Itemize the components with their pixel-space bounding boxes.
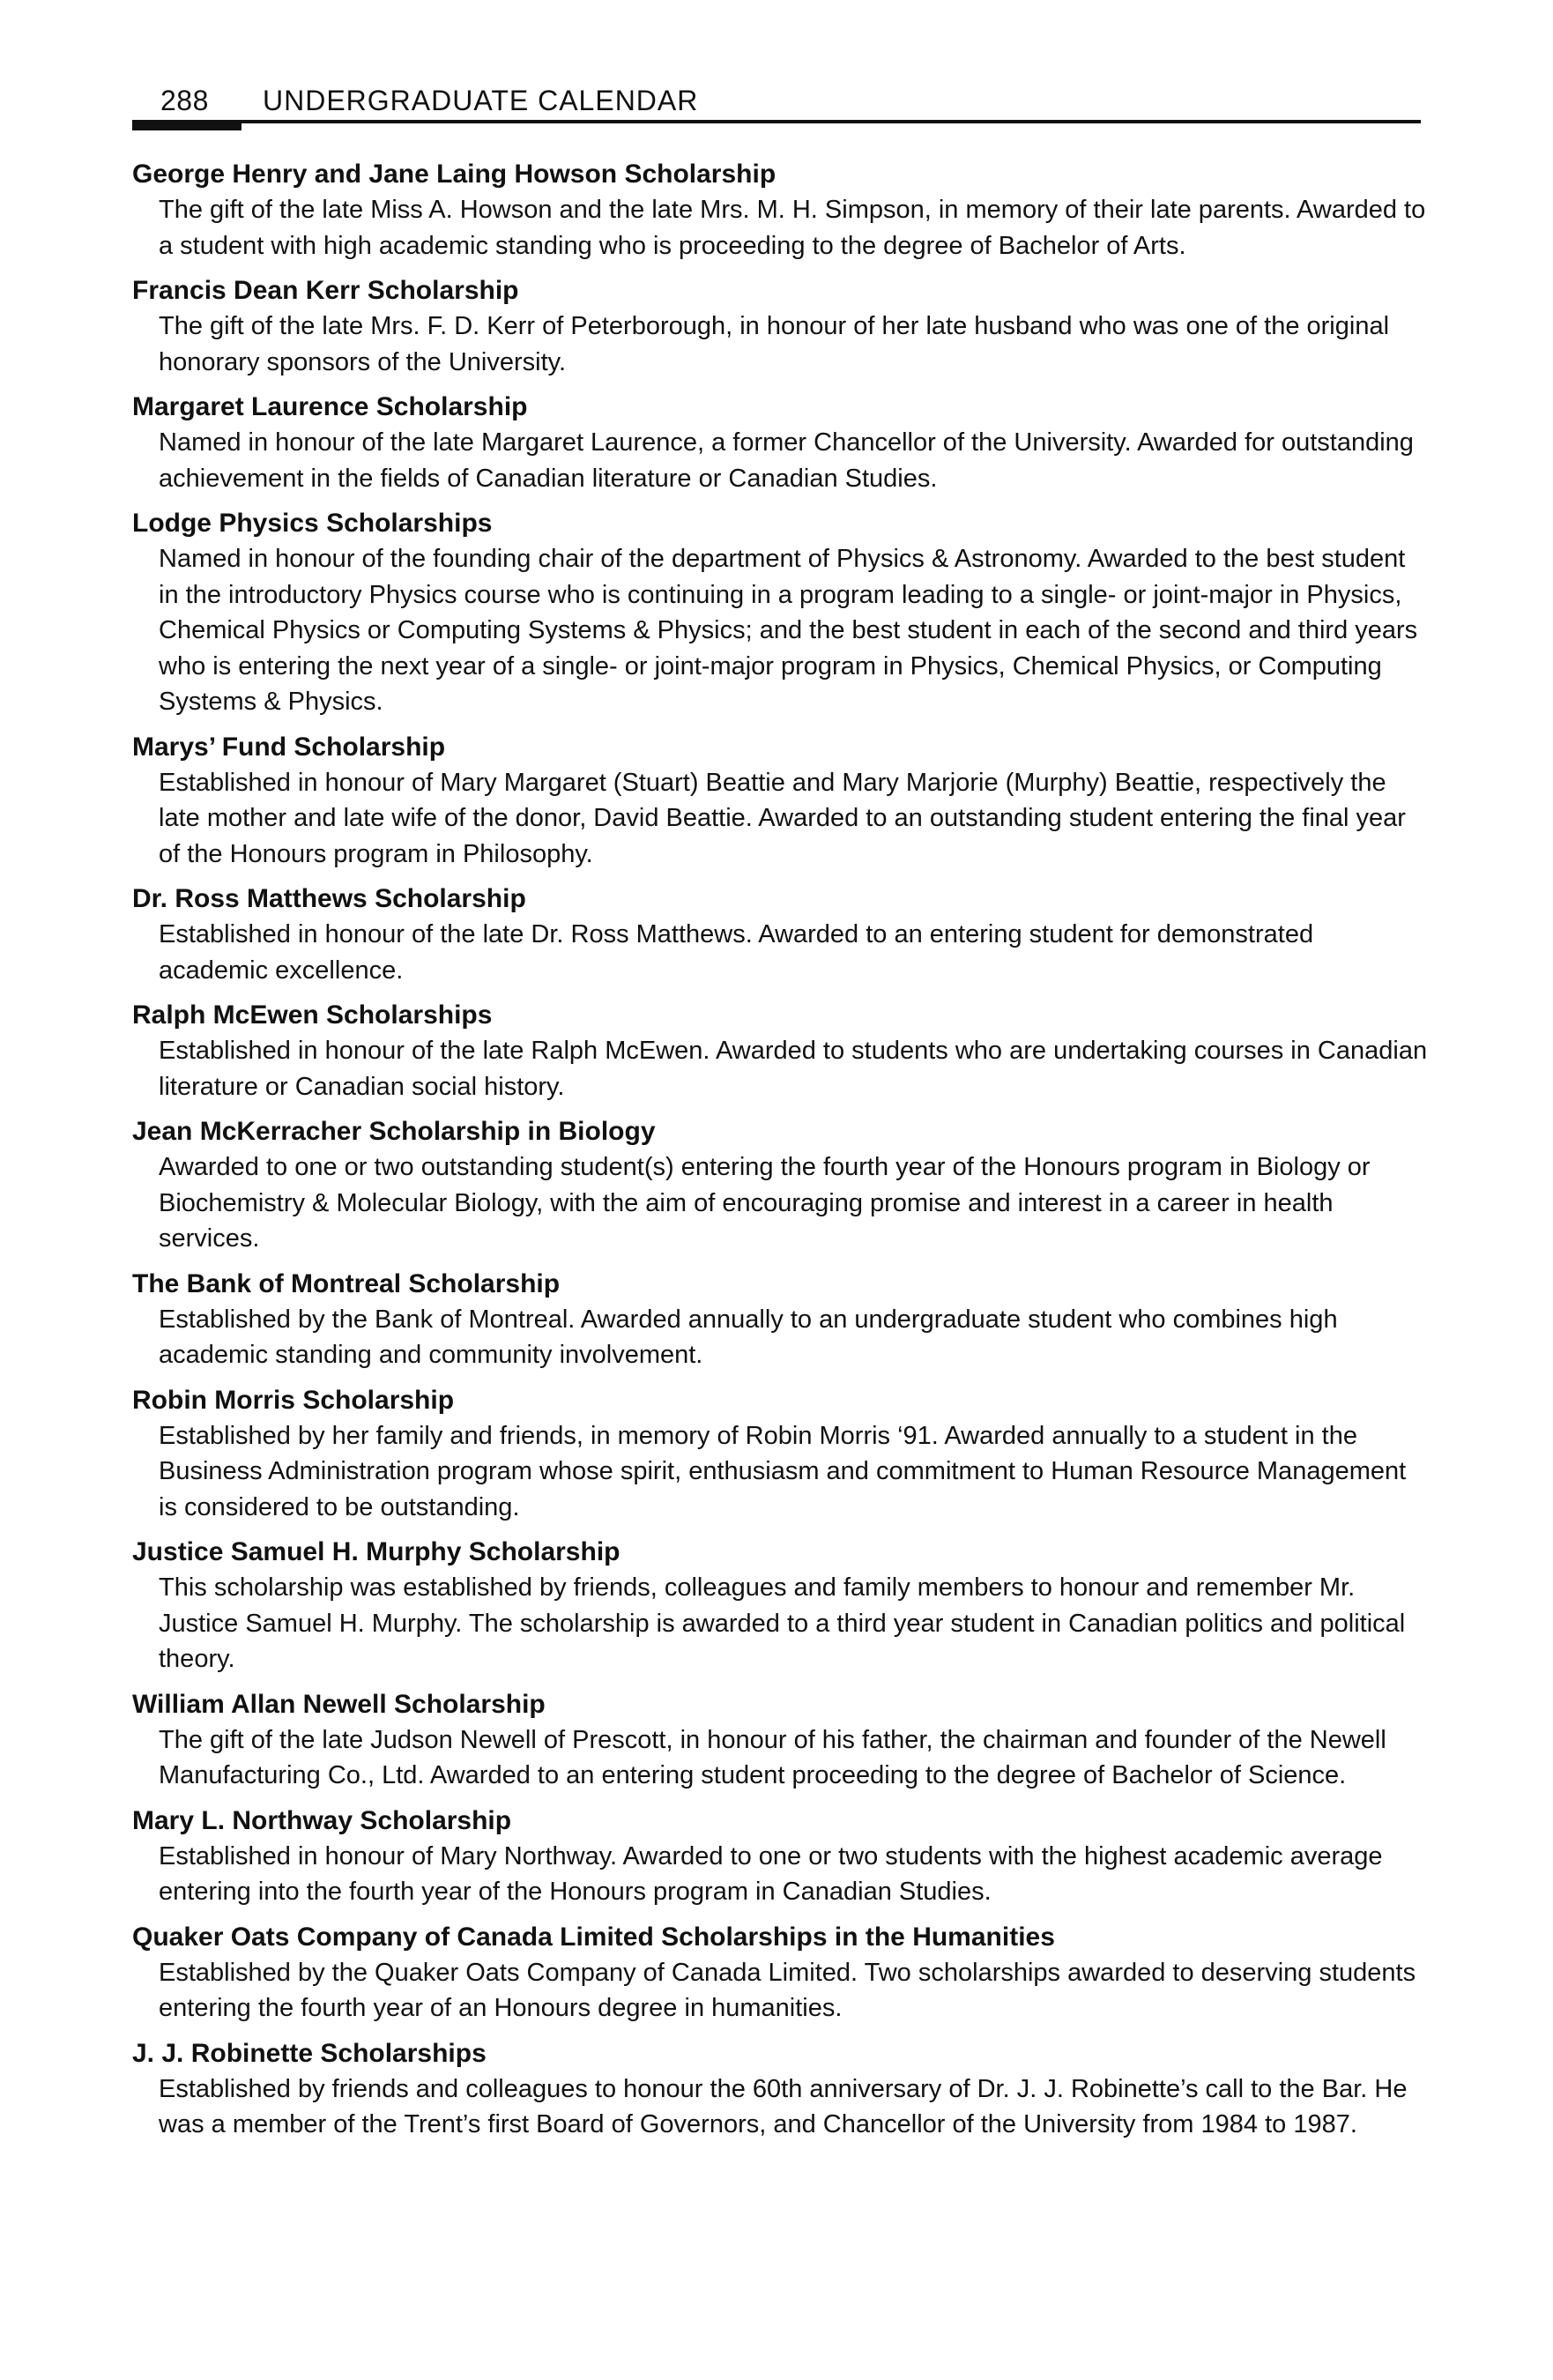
scholarship-entry [132, 273, 1428, 380]
scholarship-title: J. J. Robinette Scholarships [132, 2038, 487, 2068]
scholarship-title: Ralph McEwen Scholarships [132, 1000, 493, 1030]
scholarship-description: Established in honour of the late Dr. Ross Matthews. Awarded to an entering student for demonstrated academic excellence. [159, 920, 1314, 985]
scholarship-entry [132, 1114, 1428, 1257]
scholarship-title: Jean McKerracher Scholarship in Biology [132, 1117, 656, 1146]
scholarship-title: Lodge Physics Scholarships [132, 509, 493, 538]
scholarship-description: This scholarship was established by friends, colleagues and family members to honour and remember Mr. Justice Samuel H. Murphy. The scholarship is awarded to a third year student in Canadian politics and political theory. [159, 1573, 1406, 1673]
scholarship-description: Established by her family and friends, in memory of Robin Morris ‘91. Awarded annually to a student in the Business Administration program whose spirit, enthusiasm and commitment to Human Resource Management is considered to be outstanding. [159, 1421, 1407, 1521]
scholarship-entry [132, 390, 1428, 496]
scholarship-description: The gift of the late Mrs. F. D. Kerr of Peterborough, in honour of her late husband who was one of the original honorary sponsors of the University. [159, 312, 1390, 376]
scholarship-description: The gift of the late Judson Newell of Prescott, in honour of his father, the chairman and founder of the Newell Manufacturing Co., Ltd. Awarded to an entering student proceeding to the degree of Bachelor of Science. [159, 1725, 1386, 1789]
scholarship-title: Dr. Ross Matthews Scholarship [132, 884, 526, 913]
scholarship-title: William Allan Newell Scholarship [132, 1689, 546, 1719]
scholarship-entry [132, 1267, 1428, 1373]
scholarship-title: Margaret Laurence Scholarship [132, 392, 528, 421]
scholarship-entry [132, 1687, 1428, 1794]
header-tab-bar [132, 120, 241, 130]
scholarship-description: Established by the Bank of Montreal. Awarded annually to an undergraduate student who combines high academic standing and community involvement. [159, 1305, 1338, 1369]
scholarship-description: Named in honour of the late Margaret Laurence, a former Chancellor of the University. Awarded for outstanding achievement in the fields of Canadian literature or Canadian Studies. [159, 428, 1414, 493]
scholarship-title: Justice Samuel H. Murphy Scholarship [132, 1537, 620, 1566]
scholarship-title: George Henry and Jane Laing Howson Scholarship [132, 160, 776, 189]
scholarship-entry [132, 506, 1428, 720]
scholarship-entry [132, 998, 1428, 1104]
running-title: UNDERGRADUATE CALENDAR [263, 85, 699, 116]
page-number: 288 [160, 85, 209, 116]
scholarship-title: Marys’ Fund Scholarship [132, 732, 446, 762]
scholarship-entry [132, 730, 1428, 873]
scholarship-entry [132, 1383, 1428, 1526]
scholarship-description: Named in honour of the founding chair of the department of Physics & Astronomy. Awarded to the best student in the introductory Physics course who is continuing in a program leading to a single- or joint-major in Physics, Chemical Physics or Computing Systems & Physics; and the best student in each of the second and third years who is entering the next year of a single- or joint-major program in Physics, Chemical Physics, or Computing Systems & Physics. [159, 545, 1418, 716]
scholarship-entry [132, 2036, 1428, 2143]
scholarship-description: The gift of the late Miss A. Howson and the late Mrs. M. H. Simpson, in memory of their late parents. Awarded to a student with high academic standing who is proceeding to the degree of Bachelor of Arts. [159, 196, 1426, 260]
scholarship-description: Established in honour of Mary Northway. Awarded to one or two students with the highest academic average entering into the fourth year of the Honours program in Canadian Studies. [159, 1841, 1383, 1906]
page-header [132, 81, 1421, 136]
header-rule [132, 120, 1421, 123]
scholarship-description: Established by friends and colleagues to honour the 60th anniversary of Dr. J. J. Robinette’s call to the Bar. He was a member of the Trent’s first Board of Governors, and Chancellor of the University from 1984 to 1987. [159, 2074, 1408, 2138]
scholarship-title: Mary L. Northway Scholarship [132, 1805, 512, 1835]
scholarship-entry [132, 1535, 1428, 1677]
scholarship-title: Robin Morris Scholarship [132, 1385, 455, 1415]
scholarship-list [132, 157, 1428, 2153]
scholarship-title: Quaker Oats Company of Canada Limited Scholarships in the Humanities [132, 1922, 1055, 1952]
scholarship-description: Established in honour of the late Ralph McEwen. Awarded to students who are undertaking courses in Canadian literature or Canadian social history. [159, 1037, 1428, 1101]
scholarship-entry [132, 1804, 1428, 1910]
scholarship-description: Established by the Quaker Oats Company of Canada Limited. Two scholarships awarded to deserving students entering the fourth year of an Honours degree in humanities. [159, 1958, 1416, 2022]
scholarship-title: The Bank of Montreal Scholarship [132, 1268, 561, 1298]
scholarship-entry [132, 881, 1428, 988]
scholarship-title: Francis Dean Kerr Scholarship [132, 276, 519, 305]
scholarship-entry [132, 1920, 1428, 2027]
scholarship-entry [132, 157, 1428, 264]
scholarship-description: Established in honour of Mary Margaret (Stuart) Beattie and Mary Marjorie (Murphy) Beattie, respectively the late mother and late wife of the donor, David Beattie. Awarded to an outstanding student entering the final year of the Honours program in Philosophy. [159, 768, 1406, 868]
scholarship-description: Awarded to one or two outstanding student(s) entering the fourth year of the Honours program in Biology or Biochemistry & Molecular Biology, with the aim of encouraging promise and interest in a career in health services. [159, 1153, 1371, 1253]
